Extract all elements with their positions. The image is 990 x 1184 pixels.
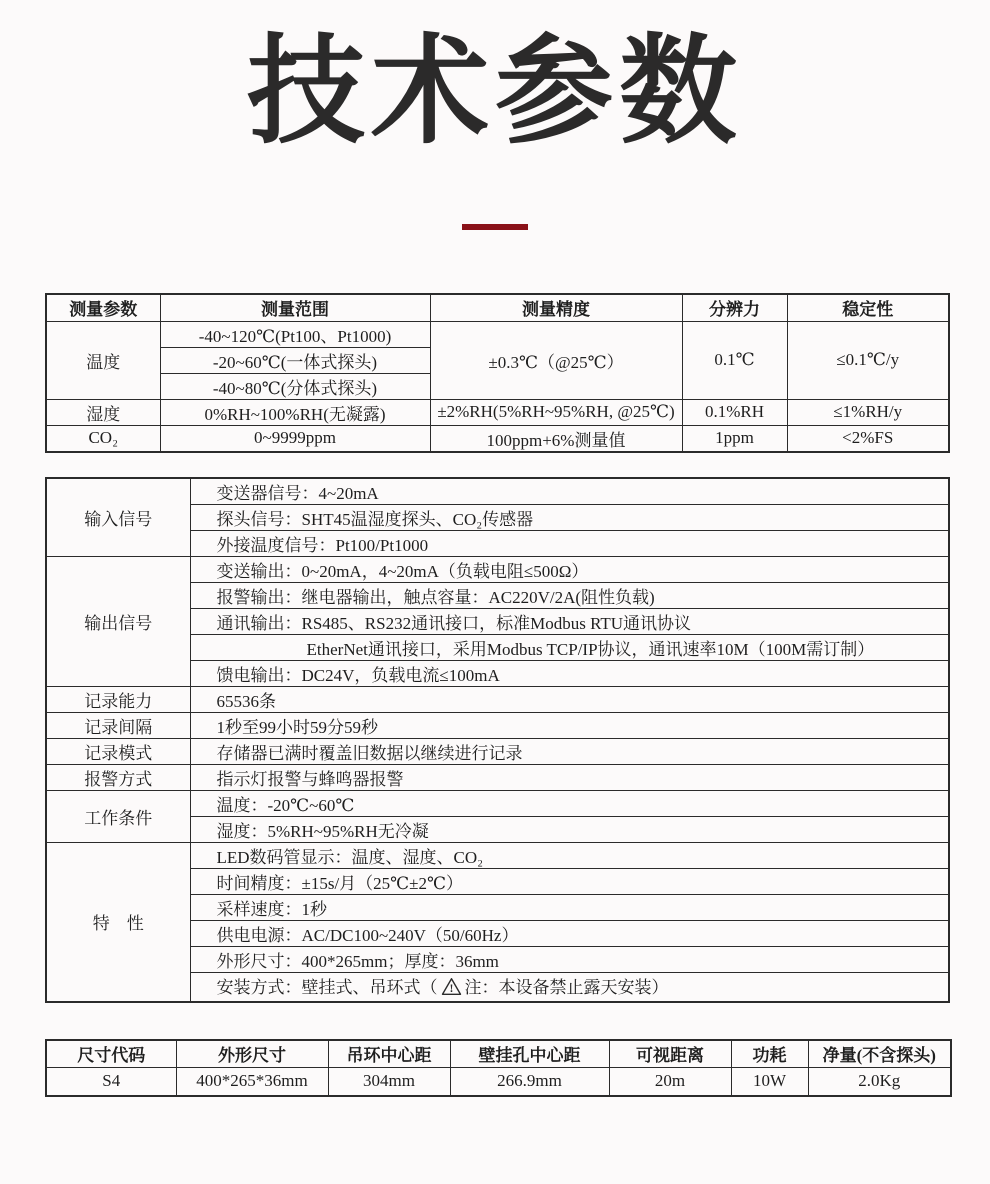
col-header-outline-size: 外形尺寸 — [176, 1040, 328, 1068]
measurement-table — [45, 293, 950, 453]
humidity-accuracy-cell: ±2%RH(5%RH~95%RH, @25℃) — [430, 399, 682, 425]
features-value-1: LED数码管显示：温度、湿度、CO₂ — [190, 842, 949, 868]
input-signal-label: 输入信号 — [46, 478, 190, 557]
spec-table — [45, 477, 950, 1003]
temperature-range-2: -20~60℃(一体式探头) — [160, 347, 430, 373]
col-header-param: 测量参数 — [46, 294, 160, 321]
install-mode-note: 注：本设备禁止露天安装） — [464, 977, 669, 997]
measurement-header-row — [46, 294, 949, 321]
humidity-resolution-cell: 0.1%RH — [682, 399, 787, 425]
features-value-3: 采样速度：1秒 — [190, 894, 949, 920]
working-conditions-label: 工作条件 — [46, 790, 190, 842]
col-header-visible-distance: 可视距离 — [609, 1040, 731, 1068]
temperature-param-cell: 温度 — [46, 321, 160, 399]
working-conditions-row-1 — [46, 790, 949, 816]
output-signal-value-4: EtherNet通讯接口，采用Modbus TCP/IP协议，通讯速率10M（100M需订制） — [190, 634, 949, 660]
temperature-stability-cell: ≤0.1℃/y — [787, 321, 949, 399]
col-header-stability: 稳定性 — [787, 294, 949, 321]
record-mode-value: 存储器已满时覆盖旧数据以继续进行记录 — [190, 738, 949, 764]
temperature-resolution-cell: 0.1℃ — [682, 321, 787, 399]
alarm-mode-label: 报警方式 — [46, 764, 190, 790]
wall-hole-distance-cell: 266.9mm — [450, 1068, 609, 1096]
output-signal-value-3: 通讯输出：RS485、RS232通讯接口，标准Modbus RTU通讯协议 — [190, 608, 949, 634]
col-header-ring-distance: 吊环中心距 — [328, 1040, 450, 1068]
size-code-cell: S4 — [46, 1068, 176, 1096]
warning-triangle-icon — [441, 977, 462, 1001]
record-capacity-label: 记录能力 — [46, 686, 190, 712]
humidity-param-cell: 湿度 — [46, 399, 160, 425]
install-mode-prefix: 安装方式：壁挂式、吊环式（ — [216, 977, 438, 997]
col-header-size-code: 尺寸代码 — [46, 1040, 176, 1068]
input-signal-value-2: 探头信号：SHT45温湿度探头、CO₂传感器 — [190, 504, 949, 530]
co2-row — [46, 425, 949, 452]
temperature-accuracy-cell: ±0.3℃（@25℃） — [430, 321, 682, 399]
humidity-stability-cell: ≤1%RH/y — [787, 399, 949, 425]
col-header-accuracy: 测量精度 — [430, 294, 682, 321]
working-conditions-value-1: 温度：-20℃~60℃ — [190, 790, 949, 816]
temperature-range-1: -40~120℃(Pt100、Pt1000) — [160, 321, 430, 347]
co2-stability-cell: <2%FS — [787, 425, 949, 452]
features-value-5: 外形尺寸：400*265mm；厚度：36mm — [190, 946, 949, 972]
features-value-4: 供电电源：AC/DC100~240V（50/60Hz） — [190, 920, 949, 946]
alarm-mode-value: 指示灯报警与蜂鸣器报警 — [190, 764, 949, 790]
col-header-net-weight: 净量(不含探头) — [808, 1040, 951, 1068]
output-signal-value-5: 馈电输出：DC24V，负载电流≤100mA — [190, 660, 949, 686]
col-header-power: 功耗 — [731, 1040, 808, 1068]
output-signal-row-1 — [46, 556, 949, 582]
dimension-data-row — [46, 1068, 951, 1096]
features-label: 特 性 — [46, 842, 190, 1002]
title-divider — [462, 224, 528, 230]
co2-range-cell: 0~9999ppm — [160, 425, 430, 452]
input-signal-value-3: 外接温度信号：Pt100/Pt1000 — [190, 530, 949, 556]
ring-distance-cell: 304mm — [328, 1068, 450, 1096]
output-signal-value-1: 变送输出：0~20mA，4~20mA（负载电阻≤500Ω） — [190, 556, 949, 582]
col-header-range: 测量范围 — [160, 294, 430, 321]
temperature-range-3: -40~80℃(分体式探头) — [160, 373, 430, 399]
input-signal-value-1: 变送器信号：4~20mA — [190, 478, 949, 505]
record-capacity-row — [46, 686, 949, 712]
output-signal-value-2: 报警输出：继电器输出，触点容量：AC220V/2A(阻性负载) — [190, 582, 949, 608]
temperature-row-1 — [46, 321, 949, 347]
record-interval-row — [46, 712, 949, 738]
outline-size-cell: 400*265*36mm — [176, 1068, 328, 1096]
record-interval-value: 1秒至99小时59分59秒 — [190, 712, 949, 738]
dimension-table — [45, 1039, 952, 1097]
col-header-wall-hole-distance: 壁挂孔中心距 — [450, 1040, 609, 1068]
co2-resolution-cell: 1ppm — [682, 425, 787, 452]
record-mode-label: 记录模式 — [46, 738, 190, 764]
input-signal-row-1 — [46, 478, 949, 505]
install-mode-cell — [190, 972, 949, 1002]
record-capacity-value: 65536条 — [190, 686, 949, 712]
working-conditions-value-2: 湿度：5%RH~95%RH无冷凝 — [190, 816, 949, 842]
dimension-header-row — [46, 1040, 951, 1068]
record-mode-row — [46, 738, 949, 764]
humidity-row — [46, 399, 949, 425]
features-row-1 — [46, 842, 949, 868]
co2-param-cell: CO₂ — [46, 425, 160, 452]
col-header-resolution: 分辨力 — [682, 294, 787, 321]
alarm-mode-row — [46, 764, 949, 790]
output-signal-label: 输出信号 — [46, 556, 190, 686]
net-weight-cell: 2.0Kg — [808, 1068, 951, 1096]
record-interval-label: 记录间隔 — [46, 712, 190, 738]
humidity-range-cell: 0%RH~100%RH(无凝露) — [160, 399, 430, 425]
co2-accuracy-cell: 100ppm+6%测量值 — [430, 425, 682, 452]
power-cell: 10W — [731, 1068, 808, 1096]
features-value-2: 时间精度：±15s/月（25℃±2℃） — [190, 868, 949, 894]
page-title: 技术参数 — [246, 26, 743, 158]
svg-text:!: ! — [449, 982, 453, 995]
visible-distance-cell: 20m — [609, 1068, 731, 1096]
